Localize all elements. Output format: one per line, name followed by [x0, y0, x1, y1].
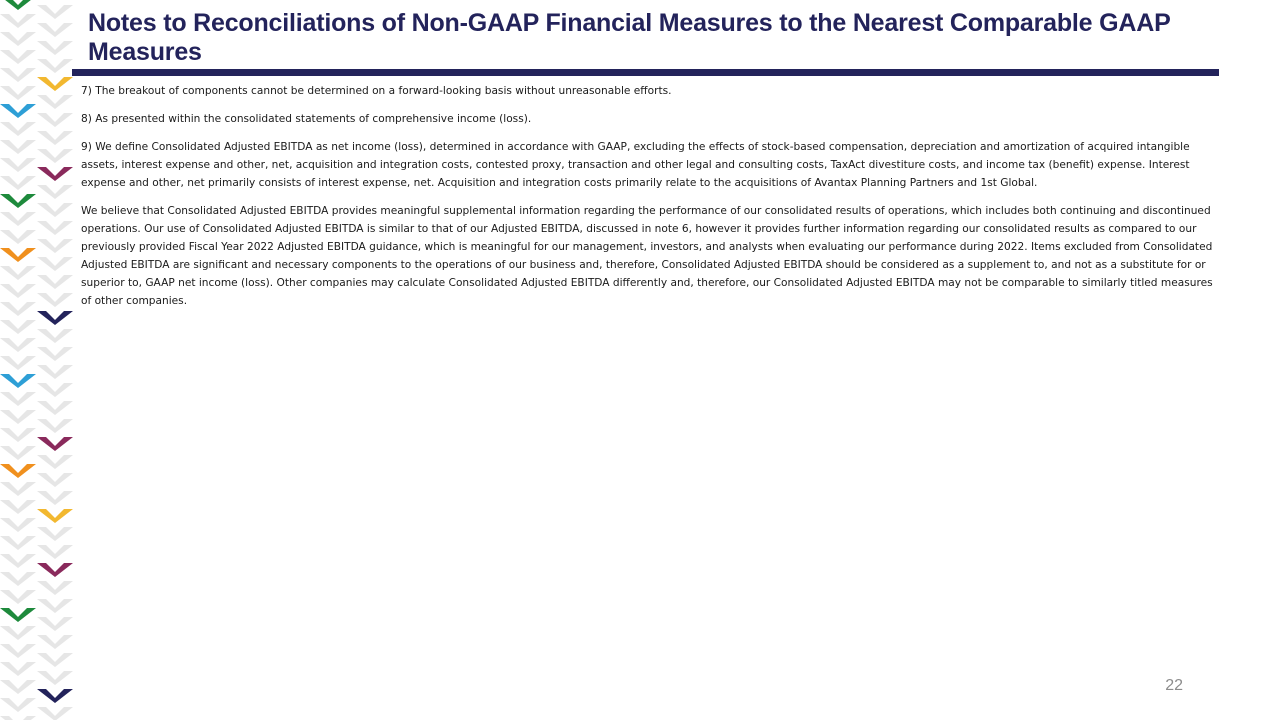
- gray-chevron-icon: [0, 284, 36, 298]
- slide-title: Notes to Reconciliations of Non-GAAP Financial Measures to the Nearest Comparable GAAP Measures: [88, 9, 1171, 66]
- gray-chevron-icon: [37, 149, 73, 163]
- gray-chevron-icon: [0, 32, 36, 46]
- gray-chevron-icon: [37, 185, 73, 199]
- gray-chevron-icon: [0, 698, 36, 712]
- gray-chevron-icon: [0, 536, 36, 550]
- gray-chevron-icon: [0, 302, 36, 316]
- gray-chevron-icon: [0, 356, 36, 370]
- gray-chevron-icon: [0, 158, 36, 172]
- gray-chevron-icon: [37, 455, 73, 469]
- gray-chevron-icon: [0, 662, 36, 676]
- accent-chevron-icon: [0, 194, 36, 208]
- accent-chevron-icon: [37, 689, 73, 703]
- gray-chevron-icon: [37, 671, 73, 685]
- note-7: 7) The breakout of components cannot be determined on a forward-looking basis without unreasonable efforts.: [81, 85, 672, 97]
- decorative-chevron-strip: [0, 0, 76, 720]
- notes-body: [81, 82, 1213, 320]
- accent-chevron-icon: [37, 167, 73, 181]
- gray-chevron-icon: [0, 320, 36, 334]
- gray-chevron-icon: [37, 491, 73, 505]
- accent-chevron-icon: [0, 464, 36, 478]
- accent-chevron-icon: [0, 104, 36, 118]
- gray-chevron-icon: [0, 50, 36, 64]
- gray-chevron-icon: [0, 500, 36, 514]
- gray-chevron-icon: [37, 221, 73, 235]
- gray-chevron-icon: [0, 230, 36, 244]
- gray-chevron-icon: [37, 23, 73, 37]
- accent-chevron-icon: [0, 0, 36, 10]
- gray-chevron-icon: [0, 68, 36, 82]
- gray-chevron-icon: [37, 59, 73, 73]
- gray-chevron-icon: [37, 293, 73, 307]
- gray-chevron-icon: [37, 203, 73, 217]
- gray-chevron-icon: [37, 653, 73, 667]
- gray-chevron-icon: [0, 266, 36, 280]
- gray-chevron-icon: [37, 41, 73, 55]
- accent-chevron-icon: [0, 374, 36, 388]
- gray-chevron-icon: [0, 572, 36, 586]
- gray-chevron-icon: [37, 599, 73, 613]
- gray-chevron-icon: [0, 590, 36, 604]
- gray-chevron-icon: [37, 617, 73, 631]
- gray-chevron-icon: [0, 212, 36, 226]
- gray-chevron-icon: [37, 347, 73, 361]
- gray-chevron-icon: [37, 581, 73, 595]
- note-9: 9) We define Consolidated Adjusted EBITDA as net income (loss), determined in accordance with GAAP, excluding the effects of stock-based compensation, depreciation and amortization of acquired intangible assets, interest expense and other, net, acquisition and integration costs, contested proxy, transaction and other legal and consulting costs, TaxAct divestiture costs, and income tax (benefit) expense. Interest expense and other, net primarily consists of interest expense, net. Acquisition and integration costs primarily relate to the acquisitions of Avantax Planning Partners and 1st Global.: [81, 141, 1190, 189]
- gray-chevron-icon: [37, 473, 73, 487]
- gray-chevron-icon: [0, 86, 36, 100]
- gray-chevron-icon: [37, 5, 73, 19]
- gray-chevron-icon: [0, 176, 36, 190]
- gray-chevron-icon: [37, 239, 73, 253]
- note-9-continuation: We believe that Consolidated Adjusted EBITDA provides meaningful supplemental information regarding the performance of our consolidated results of operations, which includes both continuing and discontinued operations. Our use of Consolidated Adjusted EBITDA is similar to that of our Adjusted EBITDA, discussed in note 6, however it provides further information regarding our consolidated results as compared to our previously provided Fiscal Year 2022 Adjusted EBITDA guidance, which is meaningful for our management, investors, and analysts when evaluating our performance during 2022. Items excluded from Consolidated Adjusted EBITDA are significant and necessary components to the operations of our business and, therefore, Consolidated Adjusted EBITDA should be considered as a supplement to, and not as a substitute for or superior to, GAAP net income (loss). Other companies may calculate Consolidated Adjusted EBITDA differently and, therefore, our Consolidated Adjusted EBITDA may not be comparable to similarly titled measures of other companies.: [81, 205, 1213, 307]
- accent-chevron-icon: [37, 509, 73, 523]
- accent-chevron-icon: [37, 563, 73, 577]
- gray-chevron-icon: [37, 131, 73, 145]
- gray-chevron-icon: [37, 707, 73, 720]
- accent-chevron-icon: [0, 608, 36, 622]
- gray-chevron-icon: [37, 545, 73, 559]
- gray-chevron-icon: [0, 428, 36, 442]
- gray-chevron-icon: [37, 527, 73, 541]
- page-number: 22: [1165, 677, 1183, 694]
- accent-chevron-icon: [37, 77, 73, 91]
- chevron-pattern: [0, 0, 76, 720]
- accent-chevron-icon: [37, 437, 73, 451]
- accent-chevron-icon: [37, 311, 73, 325]
- gray-chevron-icon: [0, 140, 36, 154]
- gray-chevron-icon: [0, 392, 36, 406]
- gray-chevron-icon: [37, 401, 73, 415]
- gray-chevron-icon: [0, 716, 36, 720]
- note-8: 8) As presented within the consolidated statements of comprehensive income (loss).: [81, 113, 532, 125]
- gray-chevron-icon: [37, 329, 73, 343]
- gray-chevron-icon: [37, 275, 73, 289]
- gray-chevron-icon: [37, 365, 73, 379]
- gray-chevron-icon: [37, 383, 73, 397]
- gray-chevron-icon: [0, 626, 36, 640]
- gray-chevron-icon: [0, 554, 36, 568]
- gray-chevron-icon: [0, 410, 36, 424]
- gray-chevron-icon: [37, 95, 73, 109]
- gray-chevron-icon: [37, 113, 73, 127]
- gray-chevron-icon: [0, 122, 36, 136]
- title-underline: [72, 69, 1219, 76]
- gray-chevron-icon: [0, 680, 36, 694]
- gray-chevron-icon: [37, 635, 73, 649]
- gray-chevron-icon: [0, 446, 36, 460]
- gray-chevron-icon: [0, 518, 36, 532]
- gray-chevron-icon: [37, 257, 73, 271]
- gray-chevron-icon: [0, 644, 36, 658]
- gray-chevron-icon: [0, 338, 36, 352]
- accent-chevron-icon: [0, 248, 36, 262]
- gray-chevron-icon: [37, 419, 73, 433]
- gray-chevron-icon: [0, 482, 36, 496]
- gray-chevron-icon: [0, 14, 36, 28]
